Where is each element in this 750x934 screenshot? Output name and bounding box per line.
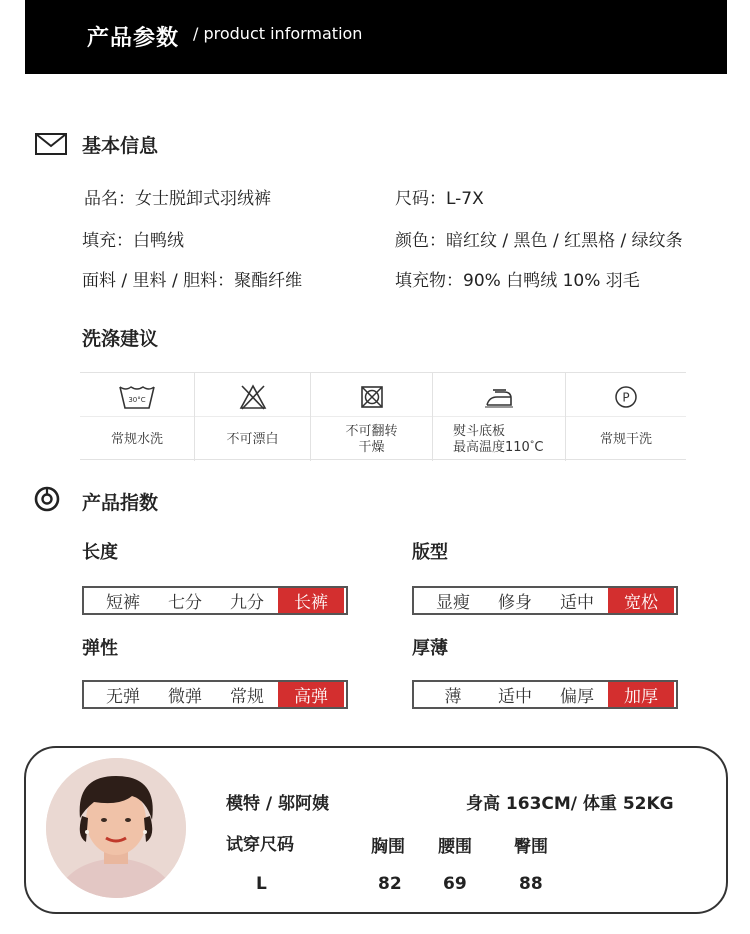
trial-size-value: L [256, 874, 267, 894]
chest-value: 82 [378, 874, 402, 894]
care-cell-wash [80, 373, 195, 461]
care-label-wash: 常规水洗 [110, 432, 163, 447]
banner-title: 产品参数 [87, 26, 180, 51]
envelope-icon [35, 133, 67, 155]
scale-option: 短裤 [106, 593, 140, 613]
care-cell-tumble [311, 373, 433, 461]
iron-temp-unit: C [534, 440, 544, 455]
scale-thickness [412, 680, 678, 709]
scale-option: 偏厚 [560, 687, 594, 707]
info-colors: 颜色：暗红纹 / 黑色 / 红黑格 / 绿纹条 [395, 231, 683, 251]
info-fill-composition: 填充物：90% 白鸭绒 10% 羽毛 [395, 271, 640, 291]
care-cell-dryclean [566, 373, 686, 461]
scale-option: 高弹 [278, 682, 344, 707]
washtub-30-icon [118, 384, 156, 410]
model-portrait-image [46, 758, 186, 898]
col-chest: 胸围 [371, 837, 405, 857]
scale-elasticity [82, 680, 348, 709]
scale-padding [84, 588, 92, 613]
col-hip: 臀围 [514, 837, 548, 857]
no-bleach-icon [239, 384, 267, 410]
banner-subtitle: / product information [193, 24, 363, 43]
model-height-weight: 身高 163CM/ 体重 52KG [466, 794, 674, 814]
model-name: 模特 / 邬阿姨 [226, 794, 330, 814]
iron-degree-sign: ° [529, 440, 535, 450]
care-label-tumble-2: 干燥 [358, 440, 385, 455]
scale-option: 宽松 [608, 588, 674, 613]
scale-fit [412, 586, 678, 615]
care-label-bleach: 不可漂白 [226, 432, 279, 447]
info-size-range: 尺码：L-7X [395, 189, 484, 209]
scale-option: 加厚 [608, 682, 674, 707]
info-fabric: 面料 / 里料 / 胆料：聚酯纤维 [82, 271, 303, 291]
scale-option: 适中 [498, 687, 532, 707]
scale-option: 微弹 [168, 687, 202, 707]
product-index-heading: 产品指数 [82, 492, 159, 514]
care-cell-bleach [195, 373, 311, 461]
scale-option: 长裤 [278, 588, 344, 613]
dry-clean-letter: P [622, 390, 630, 405]
index-title-thickness: 厚薄 [412, 638, 448, 659]
dry-clean-p-icon [614, 385, 638, 409]
care-label-iron-2: 最高温度 [453, 440, 506, 455]
info-filling: 填充：白鸭绒 [82, 231, 184, 251]
scale-padding [84, 682, 92, 707]
index-title-fit: 版型 [412, 542, 448, 563]
iron-icon [484, 386, 514, 408]
scale-padding [414, 682, 422, 707]
scale-option: 薄 [444, 687, 462, 707]
scale-option: 修身 [498, 593, 532, 613]
iron-temp-value: 110 [505, 440, 530, 455]
index-title-length: 长度 [82, 542, 118, 563]
wash-temp-label: 30°C [128, 396, 146, 404]
scale-option: 七分 [168, 593, 202, 613]
scale-option: 常规 [230, 687, 264, 707]
scale-option: 适中 [560, 593, 594, 613]
col-waist: 腰围 [438, 837, 472, 857]
scale-option: 九分 [230, 593, 264, 613]
info-product-name: 品名：女士脱卸式羽绒裤 [84, 189, 271, 209]
basic-info-heading: 基本信息 [82, 135, 159, 157]
waist-value: 69 [443, 874, 467, 894]
care-label-dryclean: 常规干洗 [599, 432, 652, 447]
scale-option: 无弹 [106, 687, 140, 707]
wash-heading: 洗涤建议 [82, 328, 159, 350]
header-banner [25, 0, 727, 74]
care-cell-iron [433, 373, 566, 461]
scale-length [82, 586, 348, 615]
index-title-elasticity: 弹性 [82, 638, 118, 659]
no-tumble-dry-icon [360, 385, 384, 409]
gauge-icon [33, 485, 61, 513]
trial-size-label: 试穿尺码 [226, 835, 294, 855]
scale-padding [414, 588, 422, 613]
care-label-iron-1: 熨斗底板 [453, 424, 506, 439]
scale-option: 显瘦 [436, 593, 470, 613]
hip-value: 88 [519, 874, 543, 894]
model-avatar [46, 758, 186, 898]
care-table [80, 372, 686, 460]
care-label-tumble-1: 不可翻转 [345, 424, 398, 439]
